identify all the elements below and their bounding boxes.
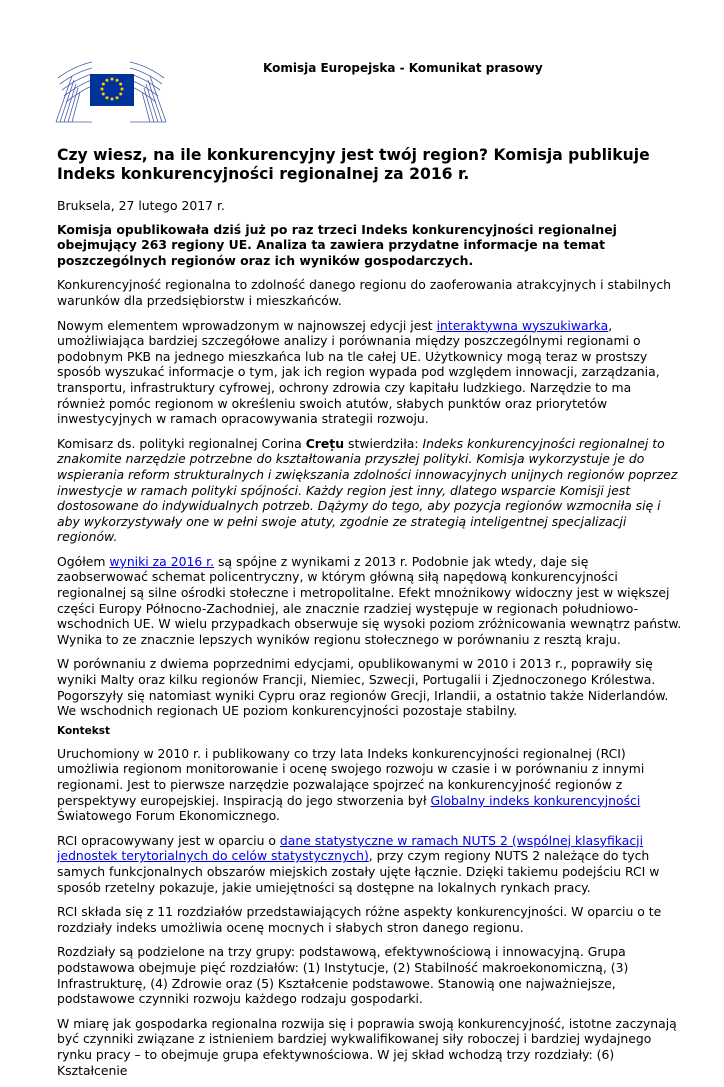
results-2016-link[interactable]: wyniki za 2016 r. (109, 553, 215, 569)
paragraph-8: RCI składa się z 11 rozdziałów przedstawiających różne aspekty konkurencyjności. W oparciu o te rozdziały indeks umożliwia ocenę mocnych i słabych stron danego regionu. (57, 904, 662, 935)
paragraph-10: W miarę jak gospodarka regionalna rozwija się i poprawia swoją konkurencyjność, istotne zaczynają być czynniki związane z istnieniem bardziej wykwalifikowanej siły roboczej i bardziej wydajnego rynku pracy – to obejmuje grupa efektywnościowa. W jej skład wchodzą trzy rozdziały: (6) Kształcenie (57, 1015, 677, 1078)
paragraph-7-text-a: RCI opracowywany jest w oparciu o (57, 832, 280, 848)
paragraph-7-text-b: , przy czym regiony NUTS 2 należące do tych samych funkcjonalnych obszarów miejskich zostały ujęte łącznie. Dzięki takiemu podejściu RCI w sposób rzetelny pokazuje, jakie umiejętności są dostępne na lokalnych rynkach pracy. (57, 848, 660, 895)
paragraph-3 (57, 436, 683, 545)
logo-building-lines-left (56, 62, 92, 122)
paragraph-9: Rozdziały są podzielone na trzy grupy: podstawową, efektywnościową i innowacyjną. Grupa podstawowa obejmuje pięć rozdziałów: (1) Instytucje, (2) Stabilność makroekonomiczną, (3) Infrastrukturę, (4) Zdrowie oraz (5) Kształcenie podstawowe. Stanowią one najważniejsze, podstawowe czynniki rozwoju każdego rodzaju gospodarki. (57, 944, 629, 1007)
context-heading: Kontekst (57, 724, 111, 737)
paragraph-6-text-a: Uruchomiony w 2010 r. i publikowany co trzy lata Indeks konkurencyjności regionalnej (RCI) umożliwia regionom monitorowanie i ocenę swojego rozwoju w czasie i w porównaniu z innymi regionami. Jest to pierwsze narzędzie pozwalające spojrzeć na konkurencyjność regionów z perspektywy europejskiej. Inspiracją do jego stworzenia był (57, 745, 645, 808)
paragraph-2 (57, 318, 683, 427)
header-title: Komisja Europejska - Komunikat prasowy (263, 61, 543, 75)
paragraph-4-text-b: są spójne z wynikami z 2013 r. Podobnie jak wtedy, daje się zaobserwować schemat policentryczny, w którym główną siłą napędową konkurencyjności regionalnej są silne ośrodki stołeczne i metropolitalne. Efekt mnożnikowy widoczny jest w większej części Europy Północno-Zachodniej, ale znacznie rzadziej występuje w regionach południowo-wschodnich UE. W wielu przypadkach obserwuje się wysoki poziom zróżnicowania wewnątrz państw. Wynika to ze znacznie lepszych wyników regionu stołecznego w porównaniu z resztą kraju. (57, 553, 682, 647)
interactive-search-link[interactable]: interaktywna wyszukiwarka (436, 317, 609, 333)
paragraph-4-text-a: Ogółem (57, 553, 110, 569)
date-line: Bruksela, 27 lutego 2017 r. (57, 198, 225, 213)
commissioner-name: Crețu (305, 435, 345, 451)
paragraph-7 (57, 833, 683, 895)
paragraph-5: W porównaniu z dwiema poprzednimi edycjami, opublikowanymi w 2010 i 2013 r., poprawiły się wyniki Malty oraz kilku regionów Francji, Niemiec, Szwecji, Portugalii i Zjednoczonego Królestwa. Pogorszyły się natomiast wyniki Cypru oraz regionów Grecji, Irlandii, a ostatnio także Niderlandów. We wschodnich regionach UE poziom konkurencyjności pozostaje stabilny. (57, 656, 669, 719)
lead-paragraph: Komisja opublikowała dziś już po raz trzeci Indeks konkurencyjności regionalnej obejmujący 263 regiony UE. Analiza ta zawiera przydatne informacje na temat poszczególnych regionów oraz ich wyników gospodarczych. (57, 221, 617, 268)
global-competitiveness-index-link[interactable]: Globalny indeks konkurencyjności (430, 792, 641, 808)
paragraph-6-text-b: Światowego Forum Ekonomicznego. (57, 808, 280, 824)
logo-building-lines-right (130, 62, 166, 122)
paragraph-3-text-a: Komisarz ds. polityki regionalnej Corina (57, 435, 306, 451)
paragraph-2-text-a: Nowym elementem wprowadzonym w najnowszej edycji jest (57, 317, 437, 333)
paragraph-1: Konkurencyjność regionalna to zdolność danego regionu do zaoferowania atrakcyjnych i stabilnych warunków dla przedsiębiorstw i mieszkańców. (57, 277, 672, 308)
nuts2-statistics-link[interactable]: dane statystyczne w ramach NUTS 2 (wspólnej klasyfikacji jednostek terytorialnych do celów statystycznych) (57, 832, 644, 864)
paragraph-4 (57, 554, 683, 648)
european-commission-logo (54, 58, 168, 124)
article-body (57, 146, 683, 1087)
commissioner-quote: Indeks konkurencyjności regionalnej to znakomite narzędzie potrzebne do kształtowania przyszłej polityki. Komisja wykorzystuje je do wspierania reform strukturalnych i zwiększania zdolności innowacyjnych unijnych regionów poprzez inwestycje w ramach polityki spójności. Każdy region jest inny, dlatego wsparcie Komisji jest dostosowane do indywidualnych potrzeb. Dążymy do tego, aby pozycja regionów wzmocniła się i aby wykorzystywały one w pełni swoje atuty, zgodnie ze strategią inteligentnej specjalizacji regionów. (57, 435, 678, 545)
paragraph-6 (57, 746, 683, 824)
paragraph-3-text-b: stwierdziła: (344, 435, 423, 451)
paragraph-2-text-b: , umożliwiająca bardziej szczegółowe analizy i porównania między poszczególnymi regionami o podobnym PKB na jednego mieszkańca lub na tle całej UE. Użytkownicy mogą teraz w prostszy sposób wyszukać informacje o tym, jak ich region wypada pod względem innowacji, zarządzania, transportu, infrastruktury cyfrowej, ochrony zdrowia czy kapitału ludzkiego. Narzędzie to ma również pomóc regionom w określeniu swoich atutów, słabych punktów oraz priorytetów inwestycyjnych w ramach opracowywania strategii rozwoju. (57, 317, 660, 427)
headline: Czy wiesz, na ile konkurencyjny jest twój region? Komisja publikuje Indeks konkurencyjności regionalnej za 2016 r. (57, 146, 650, 183)
